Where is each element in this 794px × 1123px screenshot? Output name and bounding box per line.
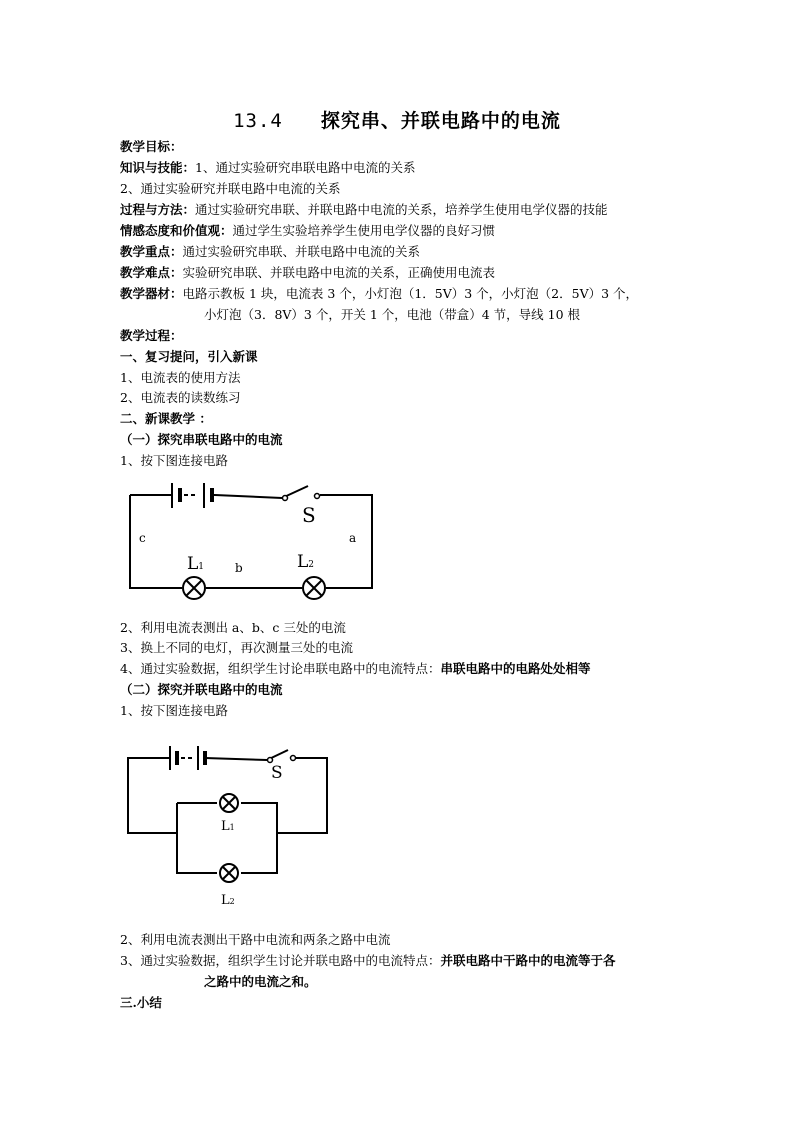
title-number: 13.4 xyxy=(233,110,283,132)
series-circuit-diagram xyxy=(120,478,390,608)
section1-item-2: 2、电流表的读数练习 xyxy=(120,390,241,405)
part2-step-1: 1、按下图连接电路 xyxy=(120,703,228,718)
difficulty-label: 教学难点： xyxy=(120,265,183,280)
difficulty-text: 实验研究串联、并联电路中电流的关系，正确使用电流表 xyxy=(182,265,496,280)
part1-step-4-conclusion: 串联电路中的电路处处相等 xyxy=(440,661,591,676)
difficulty-line xyxy=(120,265,495,281)
series-lamp-2-icon xyxy=(303,577,325,599)
page-title xyxy=(0,106,794,133)
part2-step-3 xyxy=(120,953,615,969)
section2-heading: 二、新课教学 ： xyxy=(120,411,212,426)
key-label: 教学重点： xyxy=(120,244,183,259)
part1-heading: （一）探究串联电路中的电流 xyxy=(120,432,283,447)
parallel-lamp-1-label: L1 xyxy=(221,819,235,834)
section1-heading: 一、复习提问，引入新课 xyxy=(120,349,258,364)
attitude-line xyxy=(120,223,495,239)
equipment-line xyxy=(120,286,638,302)
process-heading: 教学过程： xyxy=(120,328,183,343)
goals-heading: 教学目标： xyxy=(120,139,183,154)
parallel-switch-contact-left xyxy=(268,758,273,763)
process-method-line xyxy=(120,202,608,218)
knowledge-line-2: 2、通过实验研究并联电路中电流的关系 xyxy=(120,181,341,196)
part2-step-3-conclusion-2: 之路中的电流之和。 xyxy=(204,974,317,989)
knowledge-text: 1、通过实验研究串联电路中电流的关系 xyxy=(195,160,416,175)
process-label: 过程与方法： xyxy=(120,202,196,217)
equipment-label: 教学器材： xyxy=(120,286,183,301)
part1-step-4 xyxy=(120,661,590,677)
attitude-text: 通过学生实验培养学生使用电学仪器的良好习惯 xyxy=(232,223,496,238)
part1-step-2: 2、利用电流表测出 a、b、c 三处的电流 xyxy=(120,620,346,635)
key-text: 通过实验研究串联、并联电路中电流的关系 xyxy=(182,244,421,259)
series-point-a: a xyxy=(349,531,357,545)
process-text: 通过实验研究串联、并联电路中电流的关系，培养学生使用电学仪器的技能 xyxy=(195,202,608,217)
part2-step-3-conclusion-1: 并联电路中干路中的电流等于各 xyxy=(440,953,616,968)
series-point-b: b xyxy=(235,561,243,575)
attitude-label: 情感态度和价值观： xyxy=(120,223,233,238)
parallel-switch-contact-right xyxy=(291,756,296,761)
parallel-lamp-2-label: L2 xyxy=(221,893,235,908)
series-switch-contact-left xyxy=(283,496,288,501)
part2-heading: （二）探究并联电路中的电流 xyxy=(120,682,283,697)
series-switch-label: S xyxy=(302,503,316,527)
parallel-circuit-diagram xyxy=(120,738,340,913)
knowledge-line xyxy=(120,160,415,176)
section3-heading: 三.小结 xyxy=(120,995,162,1010)
parallel-switch-label: S xyxy=(271,763,283,783)
series-lamp-2-label: L2 xyxy=(297,552,315,572)
title-text: 探究串、并联电路中的电流 xyxy=(320,110,561,132)
part2-step-3-prefix: 3、通过实验数据，组织学生讨论并联电路中的电流特点： xyxy=(120,953,441,968)
key-point-line xyxy=(120,244,420,260)
equipment-text-1: 电路示教板 1 块，电流表 3 个，小灯泡（1．5V）3 个，小灯泡（2．5V）3 个， xyxy=(182,286,639,301)
parallel-lamp-2-icon xyxy=(220,864,238,882)
part1-step-3: 3、换上不同的电灯，再次测量三处的电流 xyxy=(120,640,353,655)
section1-item-1: 1、电流表的使用方法 xyxy=(120,370,241,385)
knowledge-label: 知识与技能： xyxy=(120,160,196,175)
series-lamp-1-label: L1 xyxy=(187,554,205,574)
equipment-line-2: 小灯泡（3．8V）3 个，开关 1 个，电池（带盒）4 节，导线 10 根 xyxy=(204,307,581,322)
series-point-c: c xyxy=(139,531,146,545)
parallel-lamp-1-icon xyxy=(220,794,238,812)
series-lamp-1-icon xyxy=(183,577,205,599)
part1-step-1: 1、按下图连接电路 xyxy=(120,453,228,468)
part1-step-4-prefix: 4、通过实验数据，组织学生讨论串联电路中的电流特点： xyxy=(120,661,441,676)
part2-step-2: 2、利用电流表测出干路中电流和两条之路中电流 xyxy=(120,932,391,947)
series-switch-contact-right xyxy=(315,494,320,499)
